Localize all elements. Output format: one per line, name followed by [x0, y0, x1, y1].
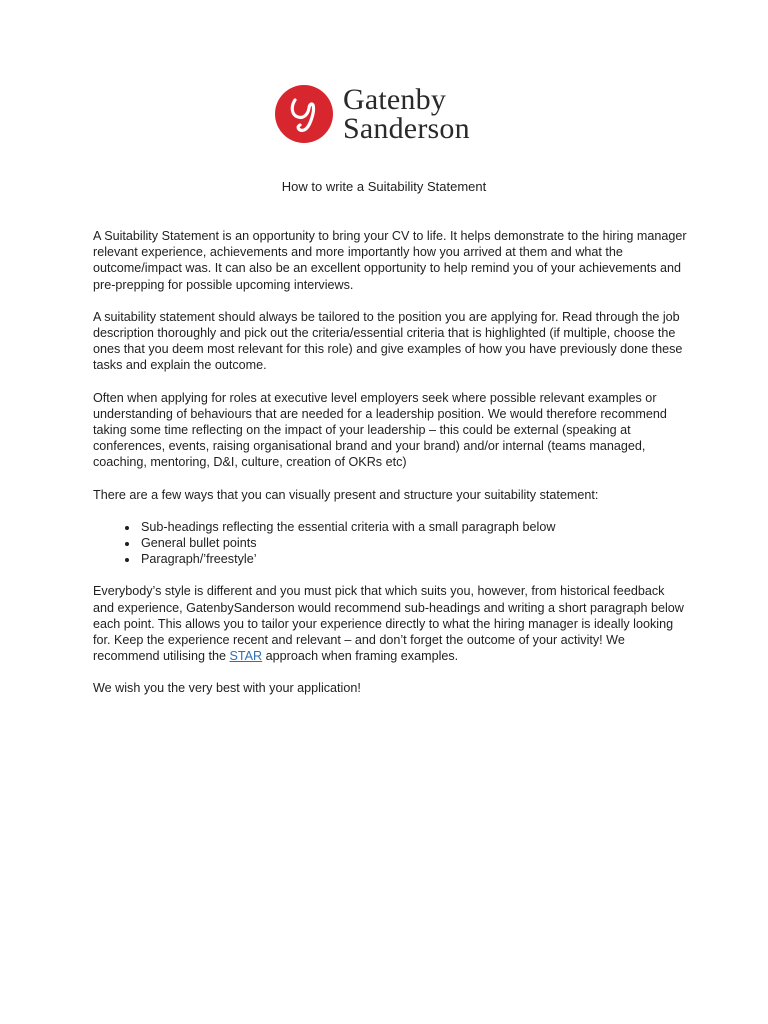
list-item: • General bullet points	[139, 535, 688, 551]
paragraph-style-text: Everybody’s style is different and you must pick that which suits you, however, from historical feedback and experience, GatenbySanderson would recommend sub-headings and writing a short paragraph below each point. This allows you to tailor your experience directly to what the hiring manager is ideally looking for. Keep the experience recent and relevant – and don’t forget the outcome of your activity! We recommend utilising the	[93, 584, 684, 664]
brand-name-line2: Sanderson	[343, 112, 470, 145]
paragraph-structure: There are a few ways that you can visually present and structure your suitability statement:	[93, 487, 599, 502]
paragraph-tailoring: A suitability statement should always be tailored to the position you are applying for. Read through the job description thoroughly and pick out the criteria/essential criteria that is highlighted (if multiple, choose the ones that you deem most relevant for this role) and give examples of how you have previously done these tasks and explain the outcome.	[93, 309, 683, 373]
gs-logo-icon	[274, 84, 334, 144]
brand-name	[343, 85, 470, 143]
brand-name-line1: Gatenby	[343, 83, 447, 116]
document-body	[93, 228, 688, 713]
structure-list	[93, 519, 688, 568]
list-item: • Sub-headings reflecting the essential criteria with a small paragraph below	[139, 519, 688, 535]
star-link[interactable]: STAR	[229, 649, 263, 664]
document-title: How to write a Suitability Statement	[281, 179, 487, 194]
paragraph-style-end: approach when framing examples.	[262, 649, 459, 664]
closing-line: We wish you the very best with your application!	[93, 681, 361, 696]
paragraph-style	[93, 583, 688, 664]
paragraph-intro: A Suitability Statement is an opportunity to bring your CV to life. It helps demonstrate to the hiring manager relevant experience, achievements and more importantly how you arrived at them and what the outcome/impact was. It can also be an excellent opportunity to help remind you of your achievements and pre-prepping for possible upcoming interviews.	[93, 229, 687, 292]
list-item: • Paragraph/’freestyle’	[139, 551, 688, 567]
paragraph-leadership: Often when applying for roles at executive level employers seek where possible relevant examples or understanding of behaviours that are needed for a leadership position. We would therefore recommend taking some time reflecting on the impact of your leadership – this could be external (speaking at conferences, events, raising organisational brand and your brand) and/or internal (teams managed, coaching, mentoring, D&I, culture, creation of OKRs etc)	[93, 390, 667, 470]
brand-logo	[274, 84, 470, 144]
